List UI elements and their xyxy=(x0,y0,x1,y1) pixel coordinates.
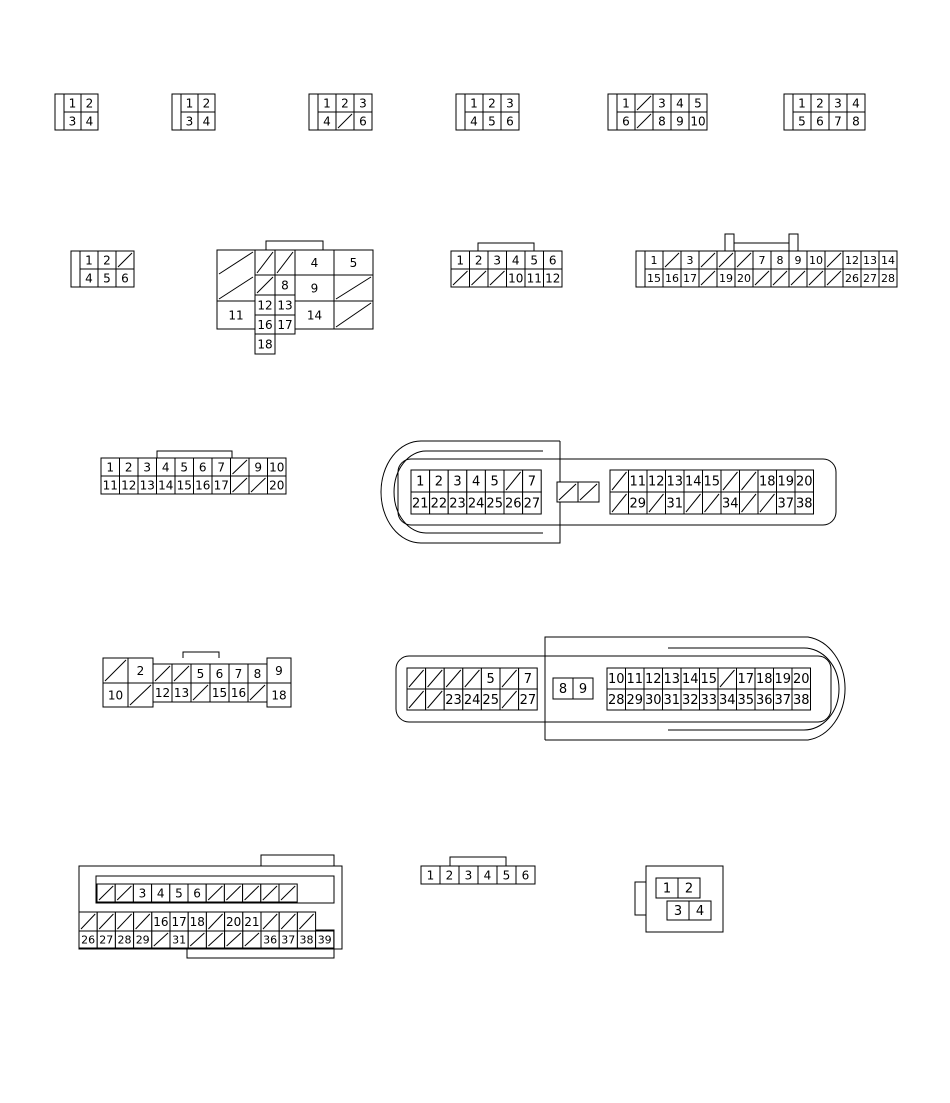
c15-pin: 26 xyxy=(81,933,96,947)
c12-pin: 11 xyxy=(629,474,647,490)
c17-pin: 3 xyxy=(673,904,683,920)
c10-pin: 3 xyxy=(686,253,694,267)
c8-pin: 11 xyxy=(228,308,244,323)
c6-pin: 2 xyxy=(816,96,824,111)
c15-pin: 5 xyxy=(175,886,183,901)
c12-pin: 1 xyxy=(416,474,425,490)
c12-pin: 29 xyxy=(629,496,647,512)
c5-pin: 6 xyxy=(622,114,630,129)
c11-housing-tab xyxy=(157,451,232,458)
c10-pin: 27 xyxy=(863,271,877,285)
c16-pin: 6 xyxy=(521,868,530,883)
c12-pin: 3 xyxy=(453,474,462,490)
c4-pin: 4 xyxy=(470,114,478,129)
c8-pin: 16 xyxy=(257,317,273,332)
c10-pin: 9 xyxy=(794,253,802,267)
c13-pin: 6 xyxy=(215,666,224,681)
c3-pin: 1 xyxy=(323,96,331,111)
c17-pin: 2 xyxy=(684,881,694,897)
c8-pin: 9 xyxy=(310,281,319,296)
c12-pin: 22 xyxy=(430,496,448,512)
c14-pin: 31 xyxy=(663,693,681,709)
c10-pin: 28 xyxy=(881,271,895,285)
c15-pin: 3 xyxy=(138,886,147,901)
c14-pin: 14 xyxy=(681,672,699,688)
c13-pin: 9 xyxy=(275,663,283,678)
c11-pin: 10 xyxy=(269,460,285,475)
c9-pin: 11 xyxy=(526,271,542,286)
c14-pin: 9 xyxy=(578,682,588,698)
c11-pin: 9 xyxy=(254,460,263,475)
c12-pin: 27 xyxy=(523,496,541,512)
c9-housing-tab xyxy=(478,243,534,251)
c14-pin: 37 xyxy=(774,693,792,709)
c6-pin: 1 xyxy=(798,96,806,111)
c4-pin: 3 xyxy=(506,96,514,111)
c11-pin: 2 xyxy=(124,460,133,475)
c8-pin: 4 xyxy=(310,255,319,270)
c14-pin: 7 xyxy=(523,672,533,688)
c5-pin: 4 xyxy=(676,96,684,111)
c1-pin: 1 xyxy=(68,96,77,111)
c10-pin: 8 xyxy=(776,253,784,267)
c15-pin: 6 xyxy=(193,886,201,901)
c9-pin: 3 xyxy=(493,253,502,268)
c11-pin: 17 xyxy=(213,478,229,493)
c12-pin: 20 xyxy=(795,474,813,490)
c14-pin: 29 xyxy=(626,693,644,709)
c14-pin: 24 xyxy=(463,693,481,709)
c6-pin: 4 xyxy=(852,96,860,111)
c12-pin: 5 xyxy=(490,474,499,490)
c15-pin: 38 xyxy=(299,933,314,947)
c5-pin: 10 xyxy=(690,114,706,129)
c14-pin: 5 xyxy=(486,672,495,688)
c14-pin: 19 xyxy=(774,672,792,688)
c17-body xyxy=(646,866,723,932)
c7-pin: 1 xyxy=(85,253,93,268)
c4-pin: 5 xyxy=(488,114,496,129)
c12-pin: 12 xyxy=(647,474,665,490)
c6-pin: 5 xyxy=(798,114,806,129)
c1-pin: 2 xyxy=(85,96,94,111)
c10-pin: 15 xyxy=(647,271,661,285)
c14-pin: 15 xyxy=(700,672,718,688)
c14-pin: 35 xyxy=(737,693,755,709)
c13-housing-tab xyxy=(183,652,219,658)
c17-pin: 4 xyxy=(695,904,705,920)
c12-pin: 31 xyxy=(666,496,684,512)
c15-pin: 31 xyxy=(172,933,187,947)
c10-pin: 19 xyxy=(719,271,733,285)
c6-pin: 3 xyxy=(834,96,842,111)
c13-pin: 12 xyxy=(154,685,171,700)
c8-pin: 17 xyxy=(277,317,293,332)
c1-pin: 4 xyxy=(85,114,94,129)
c14-pin: 11 xyxy=(626,672,644,688)
c11-pin: 1 xyxy=(106,460,115,475)
c15-pin: 20 xyxy=(226,914,242,929)
c10-pin: 26 xyxy=(845,271,859,285)
c8-pin: 5 xyxy=(349,255,358,270)
c7-pin: 4 xyxy=(85,271,93,286)
c14-pin: 12 xyxy=(644,672,662,688)
c8-housing-tab xyxy=(266,241,323,250)
c8-cell xyxy=(217,250,255,301)
c9-pin: 10 xyxy=(508,271,524,286)
c10-pin: 17 xyxy=(683,271,697,285)
c4-pin: 6 xyxy=(506,114,514,129)
c14-pin: 28 xyxy=(607,693,625,709)
c13-pin: 10 xyxy=(107,688,124,703)
c15-pin: 17 xyxy=(171,914,187,929)
c10-pin: 12 xyxy=(845,253,859,267)
c16-pin: 4 xyxy=(483,868,492,883)
c15-pin: 37 xyxy=(281,933,296,947)
c16-housing-tab xyxy=(450,857,506,866)
c10-key-block xyxy=(636,251,645,287)
c8-pin: 12 xyxy=(257,298,273,313)
c11-pin: 20 xyxy=(269,478,285,493)
c11-pin: 6 xyxy=(198,460,207,475)
c12-pin: 19 xyxy=(777,474,795,490)
c14-pin: 27 xyxy=(519,693,537,709)
c13-pin: 15 xyxy=(211,685,228,700)
c8-pin: 8 xyxy=(281,278,289,293)
c1-key-block xyxy=(55,94,64,130)
c2-pin: 2 xyxy=(202,96,211,111)
c9-pin: 6 xyxy=(548,253,557,268)
c13-pin: 2 xyxy=(136,663,145,678)
c14-pin: 18 xyxy=(755,672,773,688)
c11-pin: 13 xyxy=(139,478,155,493)
c6-pin: 8 xyxy=(852,114,860,129)
c12-pin: 13 xyxy=(666,474,684,490)
c12-pin: 24 xyxy=(467,496,485,512)
c7-key-block xyxy=(71,251,80,287)
c12-pin: 23 xyxy=(449,496,466,512)
c15-pin: 36 xyxy=(263,933,278,947)
c7-pin: 2 xyxy=(103,253,111,268)
c10-pin: 1 xyxy=(650,253,658,267)
c9-pin: 1 xyxy=(456,253,465,268)
c16-pin: 2 xyxy=(445,868,454,883)
c14-pin: 36 xyxy=(755,693,773,709)
c14-pin: 10 xyxy=(607,672,625,688)
c11-pin: 12 xyxy=(121,478,137,493)
c2-key-block xyxy=(172,94,181,130)
c14-pin: 33 xyxy=(700,693,718,709)
c4-pin: 2 xyxy=(488,96,496,111)
c13-pin: 18 xyxy=(271,688,287,703)
c11-pin: 3 xyxy=(143,460,152,475)
c14-pin: 25 xyxy=(482,693,499,709)
c12-pin: 37 xyxy=(777,496,795,512)
c10-pin: 13 xyxy=(863,253,877,267)
c13-pin: 16 xyxy=(230,685,247,700)
c12-pin: 7 xyxy=(527,474,537,490)
c5-pin: 5 xyxy=(694,96,702,111)
c10-pin: 10 xyxy=(809,253,823,267)
c5-key-block xyxy=(608,94,617,130)
c14-pin: 32 xyxy=(681,693,699,709)
c15-pin: 21 xyxy=(244,914,260,929)
c7-pin: 6 xyxy=(121,271,129,286)
c13-pin: 5 xyxy=(196,666,205,681)
c14-pin: 38 xyxy=(792,693,810,709)
c10-pin: 7 xyxy=(758,253,766,267)
c12-pin: 2 xyxy=(434,474,444,490)
c17-pin: 1 xyxy=(662,881,672,897)
c9-pin: 4 xyxy=(511,253,520,268)
c3-pin: 6 xyxy=(359,114,367,129)
c11-pin: 16 xyxy=(195,478,211,493)
c8-pin: 18 xyxy=(257,337,273,352)
c11-pin: 15 xyxy=(176,478,192,493)
c8-pin: 14 xyxy=(306,308,323,323)
c12-pin: 25 xyxy=(486,496,503,512)
c11-pin: 14 xyxy=(158,478,174,493)
c13-pin: 13 xyxy=(173,685,190,700)
c8-pin: 13 xyxy=(277,298,293,313)
c13-pin: 8 xyxy=(253,666,262,681)
c10-latch-left xyxy=(725,234,734,251)
c12-pin: 18 xyxy=(758,474,776,490)
c6-pin: 6 xyxy=(816,114,824,129)
c14-pin: 23 xyxy=(445,693,462,709)
c14-pin: 20 xyxy=(792,672,810,688)
c16-pin: 3 xyxy=(464,868,473,883)
c9-pin: 2 xyxy=(474,253,483,268)
c15-pin: 18 xyxy=(189,914,205,929)
c10-pin: 20 xyxy=(737,271,751,285)
c12-pin: 14 xyxy=(684,474,702,490)
c12-pin: 4 xyxy=(471,474,481,490)
c15-housing-tab xyxy=(261,855,334,866)
c12-pin: 15 xyxy=(703,474,721,490)
c5-pin: 9 xyxy=(676,114,684,129)
c3-pin: 4 xyxy=(323,114,331,129)
c14-pin: 8 xyxy=(558,682,568,698)
c10-pin: 16 xyxy=(665,271,679,285)
c3-pin: 3 xyxy=(359,96,367,111)
c16-pin: 5 xyxy=(502,868,511,883)
c14-pin: 30 xyxy=(644,693,662,709)
connector-housings xyxy=(79,234,845,958)
c15-pin: 29 xyxy=(135,933,150,947)
c14-pin: 34 xyxy=(718,693,736,709)
c4-pin: 1 xyxy=(470,96,478,111)
c17-latch xyxy=(635,882,646,915)
c15-pin: 16 xyxy=(153,914,169,929)
c12-pin: 21 xyxy=(412,496,429,512)
c15-pin: 4 xyxy=(156,886,165,901)
c11-pin: 5 xyxy=(180,460,189,475)
c9-pin: 12 xyxy=(545,271,561,286)
c6-key-block xyxy=(784,94,793,130)
c2-pin: 4 xyxy=(202,114,211,129)
c9-pin: 5 xyxy=(530,253,539,268)
c15-pin: 28 xyxy=(117,933,132,947)
c16-pin: 1 xyxy=(426,868,435,883)
c11-pin: 7 xyxy=(217,460,226,475)
c13-pin: 7 xyxy=(234,666,243,681)
c11-pin: 11 xyxy=(102,478,118,493)
c2-pin: 1 xyxy=(185,96,194,111)
c15-pin: 39 xyxy=(317,933,332,947)
c5-pin: 1 xyxy=(622,96,630,111)
c1-pin: 3 xyxy=(68,114,77,129)
c3-pin: 2 xyxy=(341,96,349,111)
c3-key-block xyxy=(309,94,318,130)
pin-cells xyxy=(55,94,897,948)
c10-latch-right xyxy=(789,234,798,251)
c12-pin: 38 xyxy=(795,496,813,512)
c5-pin: 8 xyxy=(658,114,666,129)
c12-pin: 34 xyxy=(721,496,739,512)
c12-pin: 26 xyxy=(505,496,522,512)
c11-pin: 4 xyxy=(161,460,170,475)
c15-pin: 27 xyxy=(99,933,114,947)
c14-pin: 17 xyxy=(737,672,755,688)
c14-pin: 13 xyxy=(663,672,681,688)
c7-pin: 5 xyxy=(103,271,111,286)
c6-pin: 7 xyxy=(834,114,842,129)
c5-pin: 3 xyxy=(658,96,666,111)
c10-pin: 14 xyxy=(881,253,895,267)
c4-key-block xyxy=(456,94,465,130)
c2-pin: 3 xyxy=(185,114,194,129)
